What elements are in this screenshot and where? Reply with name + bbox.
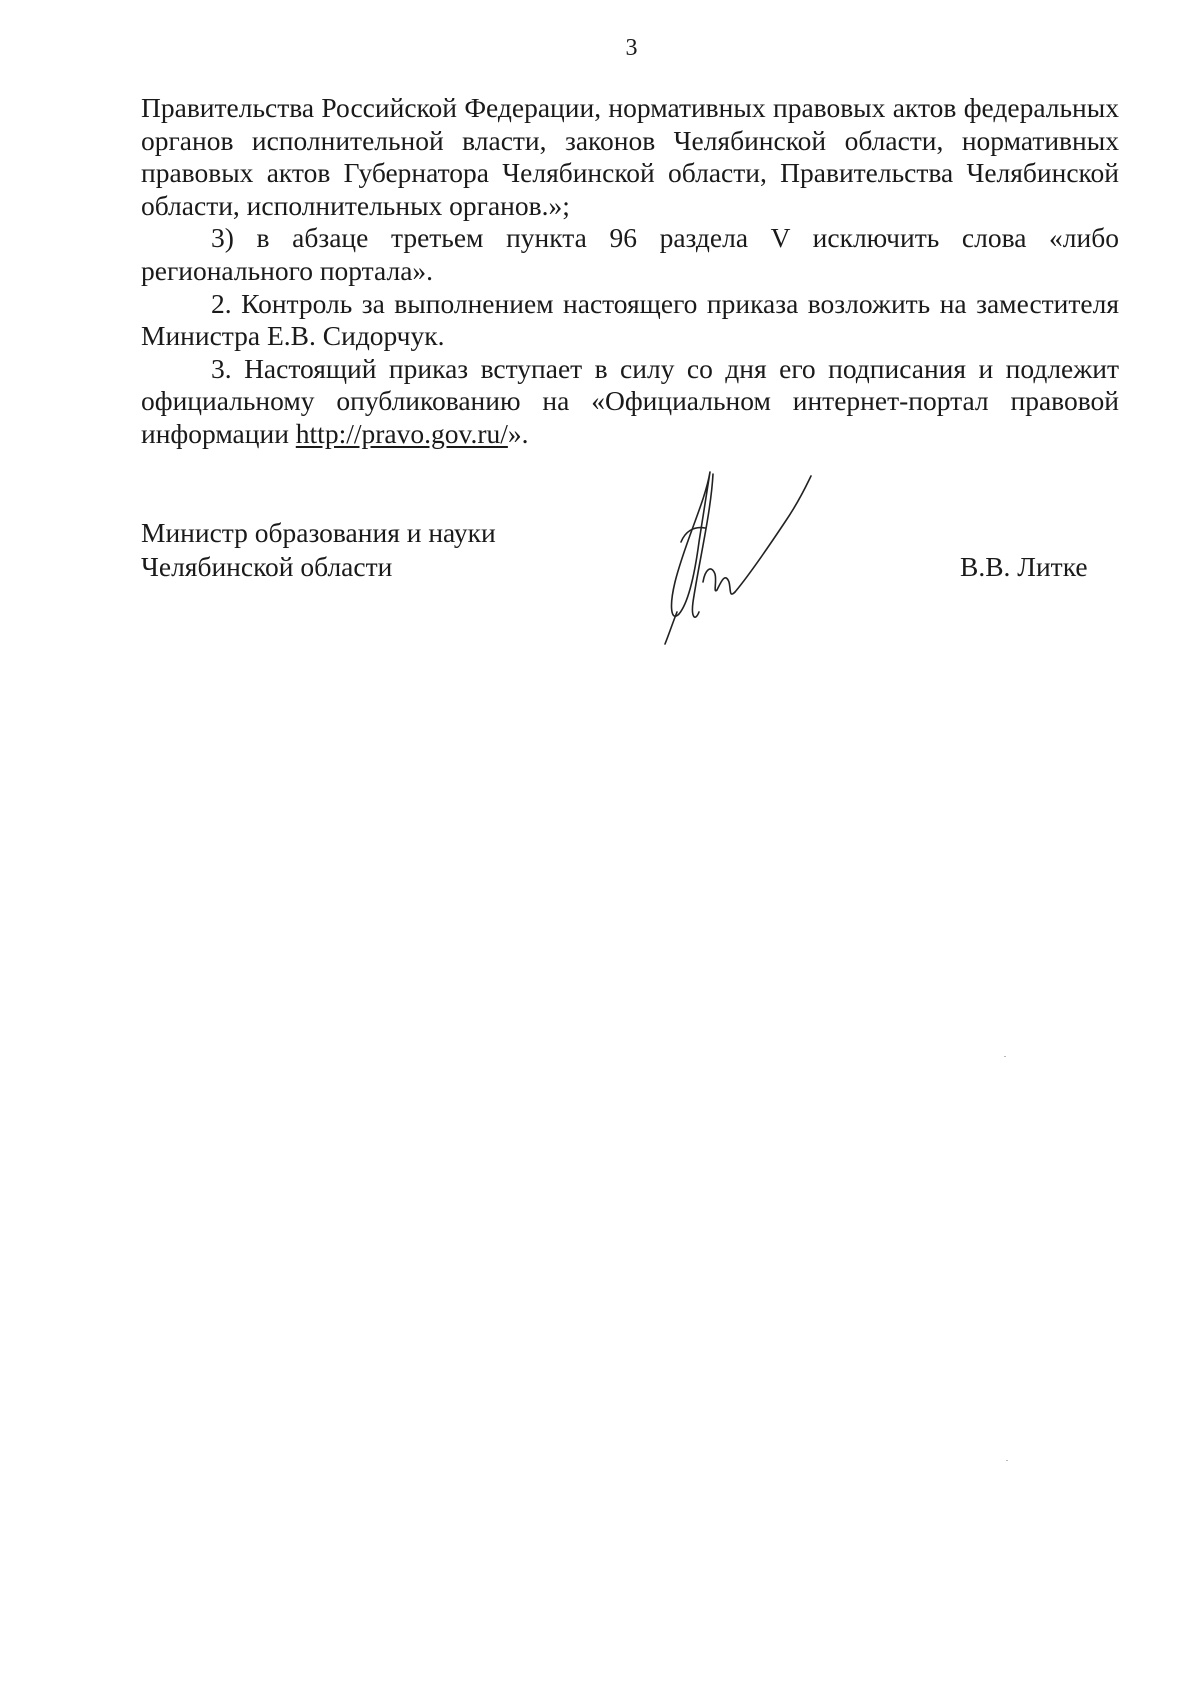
signatory-position-line-2: Челябинской области — [141, 551, 393, 582]
paragraph-effective-date — [141, 353, 1119, 451]
paragraph-effective-date-end: ». — [507, 417, 529, 449]
page-number: 3 — [625, 35, 638, 61]
scan-speck — [1004, 1056, 1006, 1057]
pravo-gov-link[interactable]: http://pravo.gov.ru/ — [295, 417, 508, 449]
paragraph-continuation: Правительства Российской Федерации, нормативных правовых актов федеральных органов исполнительной власти, законов Челябинской области, нормативных правовых актов Губернатора Челябинской области, Правительства Челябинской области, исполнительных органов.»; — [141, 92, 1119, 221]
paragraph-control: 2. Контроль за выполнением настоящего приказа возложить на заместителя Министра Е.В. Сидорчук. — [141, 287, 1119, 352]
scan-speck — [1006, 1460, 1008, 1461]
signatory-position-line-1: Министр образования и науки — [141, 517, 496, 548]
signatory-name: В.В. Литке — [960, 551, 1088, 582]
paragraph-item-3: 3) в абзаце третьем пункта 96 раздела V исключить слова «либо регионального портала». — [141, 222, 1119, 286]
paragraph-effective-date-text: 3. Настоящий приказ вступает в силу со дня его подписания и подлежит официальному опубликованию на «Официальном интернет-портал правовой информации — [141, 352, 1119, 449]
signatory-position — [141, 516, 496, 584]
document-body — [141, 92, 1119, 451]
handwritten-signature — [655, 462, 825, 647]
